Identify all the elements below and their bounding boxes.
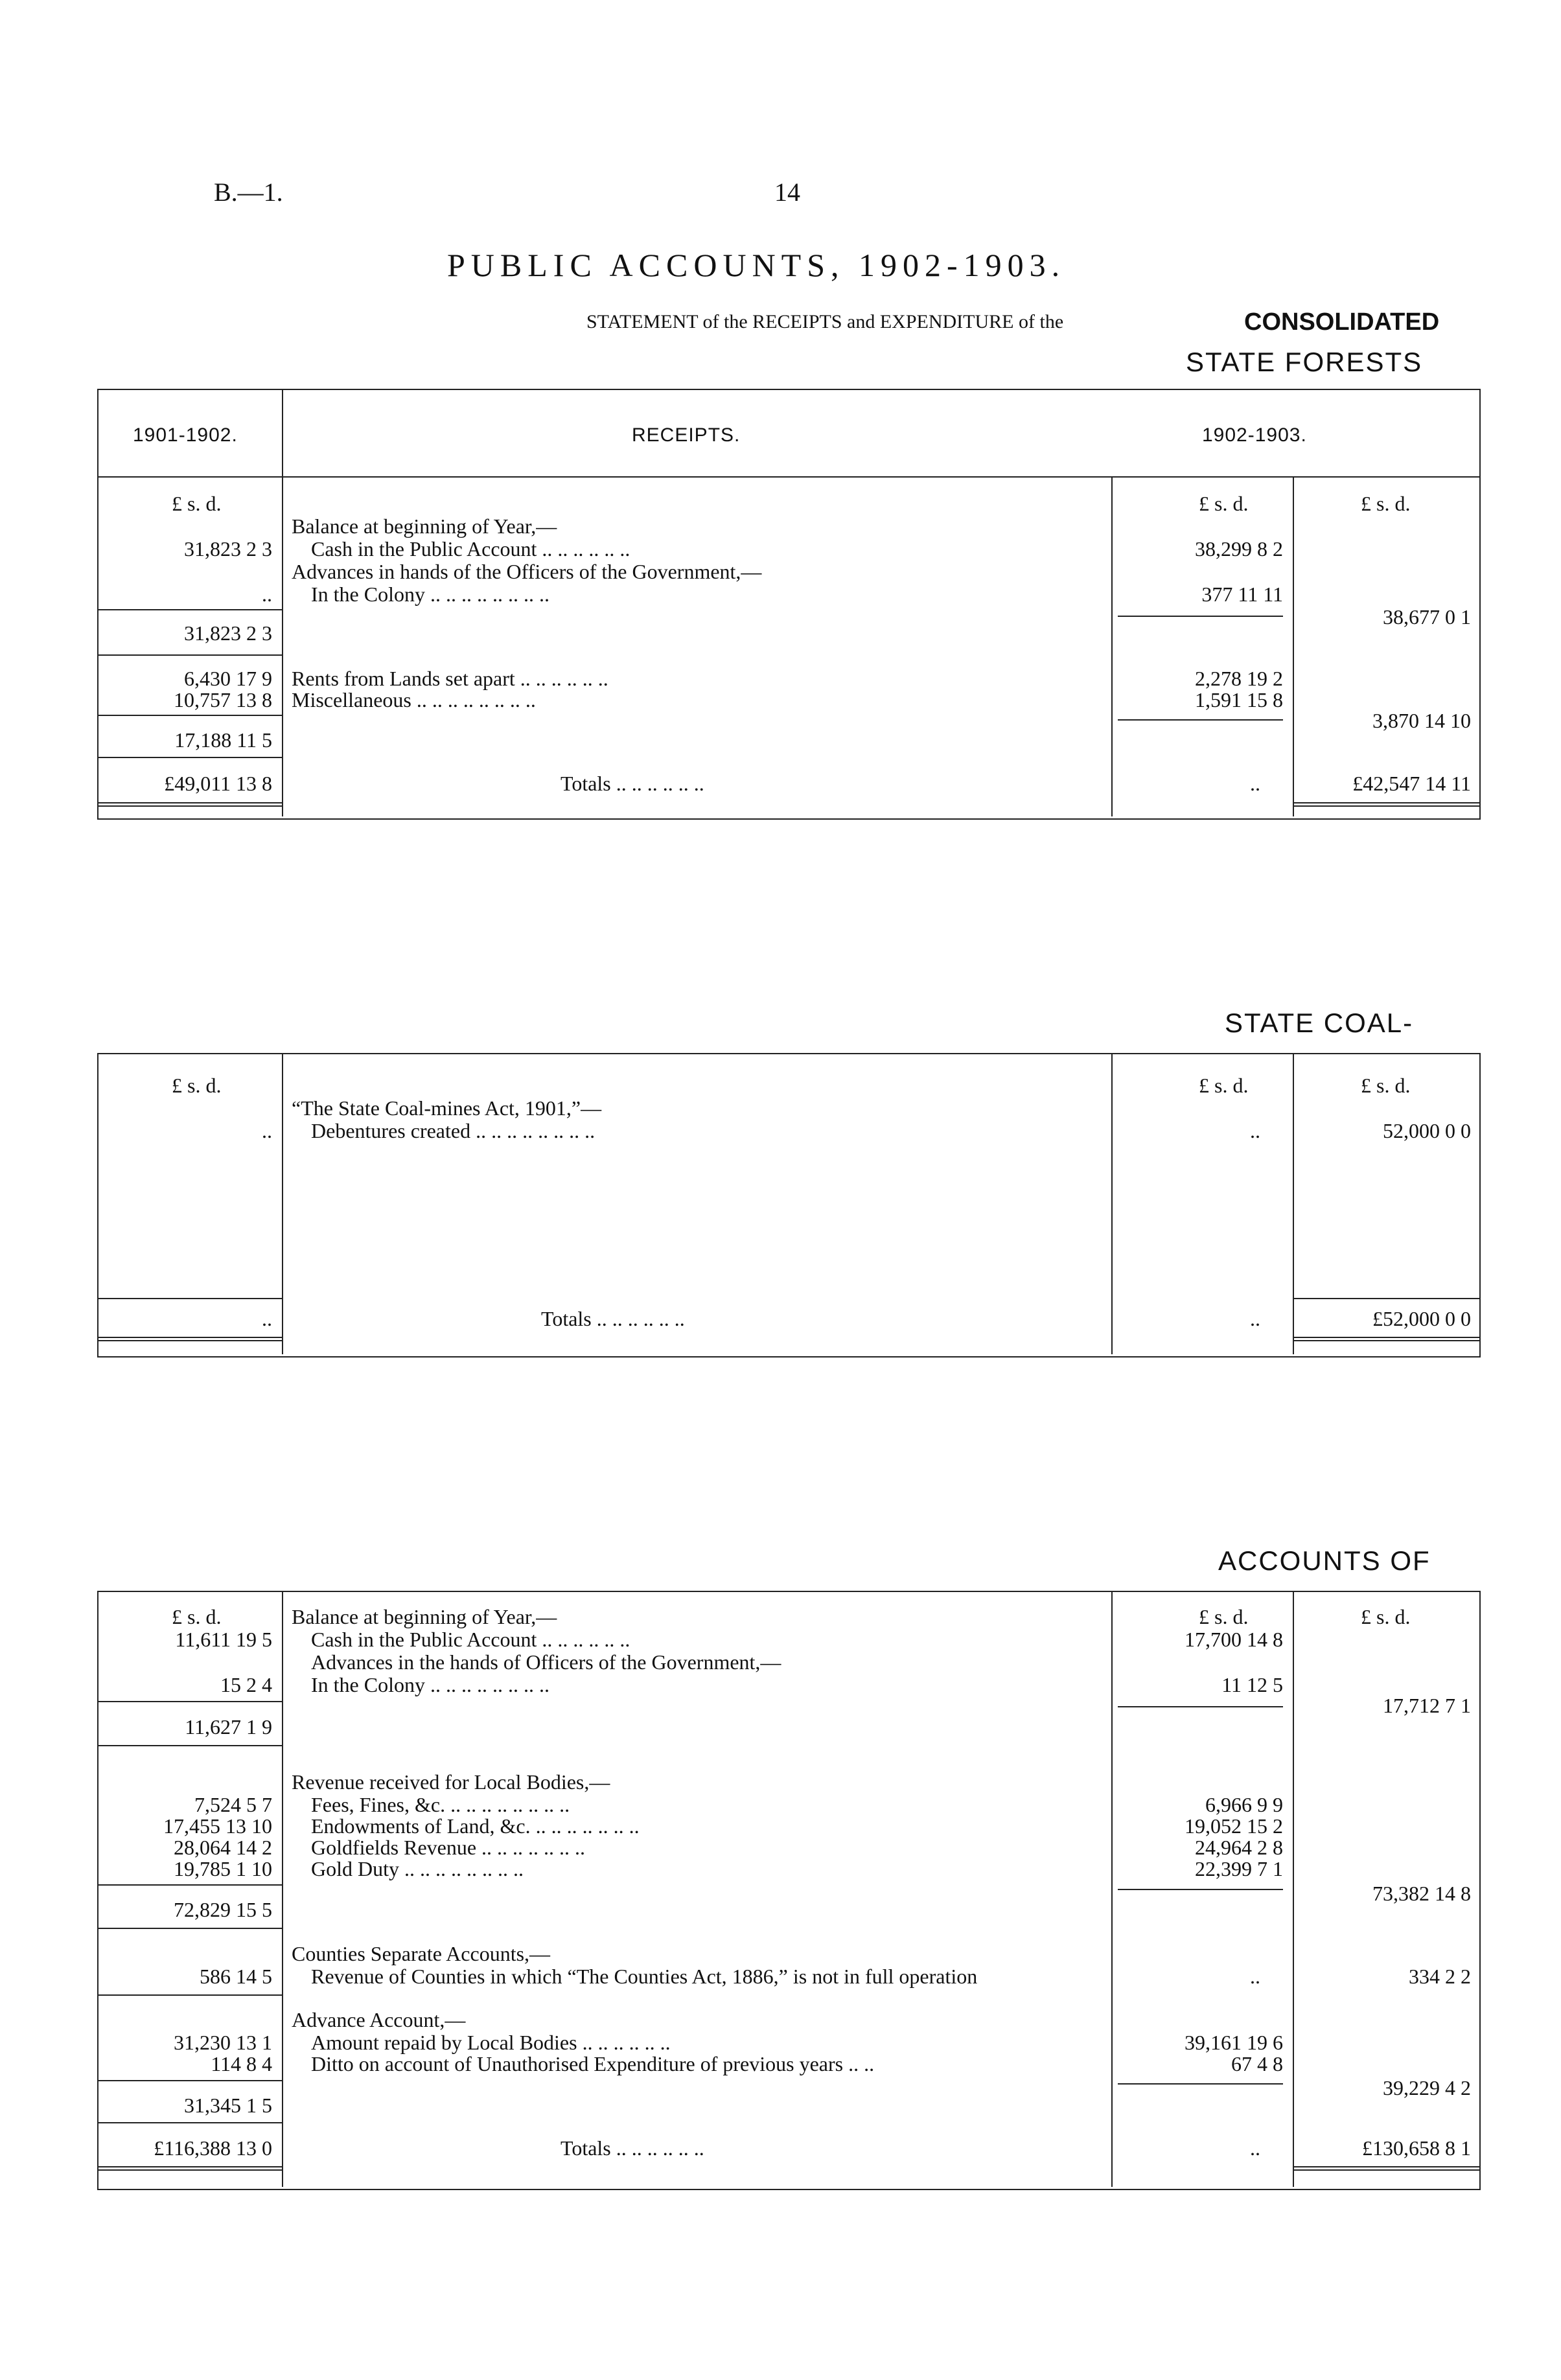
- page-title: PUBLIC ACCOUNTS, 1902-1903.: [447, 247, 1066, 283]
- row-desc: Balance at beginning of Year,—: [292, 514, 557, 538]
- col-divider: [1111, 1591, 1113, 2187]
- unit-label: £ s. d.: [1361, 1074, 1411, 1097]
- row-prev-subtotal: 31,823 2 3: [184, 621, 272, 645]
- row-mid: 24,964 2 8: [1195, 1836, 1283, 1859]
- header-rule: [97, 476, 1481, 478]
- double-rule: [97, 2166, 282, 2171]
- row-desc: Debentures created .. .. .. .. .. .. .. ..: [311, 1119, 595, 1142]
- row-mid: 22,399 7 1: [1195, 1857, 1283, 1880]
- row-mid: 377 11 11: [1201, 583, 1283, 606]
- subtotal-rule: [1118, 2083, 1283, 2085]
- double-rule: [1293, 2166, 1481, 2171]
- row-prev: 17,455 13 10: [163, 1814, 272, 1838]
- row-right-subtotal: 17,712 7 1: [1383, 1694, 1471, 1717]
- double-rule: [1293, 1337, 1481, 1341]
- row-prev-subtotal: 72,829 15 5: [174, 1898, 272, 1921]
- row-prev: 11,611 19 5: [175, 1628, 272, 1651]
- col-divider: [1293, 476, 1294, 816]
- row-desc: Advances in hands of the Officers of the Government,—: [292, 560, 762, 583]
- document-ref: B.—1.: [214, 178, 283, 207]
- section-heading-accounts-of: ACCOUNTS OF: [1218, 1545, 1431, 1576]
- row-desc: Miscellaneous .. .. .. .. .. .. .. ..: [292, 688, 536, 711]
- row-right-subtotal: 3,870 14 10: [1372, 709, 1471, 732]
- row-mid: 39,161 19 6: [1185, 2031, 1283, 2054]
- row-prev: ..: [262, 583, 272, 606]
- subtotal-rule: [97, 609, 282, 610]
- row-desc: Counties Separate Accounts,—: [292, 1942, 551, 1965]
- subtotal-rule: [97, 1884, 282, 1886]
- subtotal-rule: [1293, 1298, 1481, 1299]
- col-divider: [1111, 476, 1113, 816]
- row-prev-subtotal: 17,188 11 5: [174, 728, 272, 752]
- row-desc: Fees, Fines, &c. .. .. .. .. .. .. .. ..: [311, 1793, 570, 1816]
- col-divider: [1293, 1053, 1294, 1354]
- row-right-subtotal: 38,677 0 1: [1383, 605, 1471, 629]
- totals-right: £42,547 14 11: [1352, 772, 1471, 795]
- row-prev: 7,524 5 7: [194, 1793, 272, 1816]
- section-heading-state-forests: STATE FORESTS: [1186, 347, 1423, 377]
- row-desc: Amount repaid by Local Bodies .. .. .. .. .. ..: [311, 2031, 671, 2054]
- totals-mid: ..: [1250, 772, 1260, 795]
- subtotal-rule: [1118, 1706, 1283, 1707]
- totals-label: Totals .. .. .. .. .. ..: [541, 1307, 685, 1330]
- totals-right: £52,000 0 0: [1372, 1307, 1471, 1330]
- col-divider: [282, 389, 283, 816]
- col-divider: [1293, 1591, 1294, 2187]
- row-prev-subtotal: 11,627 1 9: [185, 1715, 272, 1739]
- totals-prev: £116,388 13 0: [154, 2136, 272, 2160]
- row-prev: 114 8 4: [211, 2052, 272, 2075]
- row-desc: Balance at beginning of Year,—: [292, 1605, 557, 1628]
- row-prev: 28,064 14 2: [174, 1836, 272, 1859]
- row-desc: Cash in the Public Account .. .. .. .. .. ..: [311, 1628, 630, 1651]
- double-rule: [1293, 802, 1481, 807]
- subtotal-rule: [97, 757, 282, 758]
- unit-label: £ s. d.: [1361, 1605, 1411, 1628]
- row-prev: ..: [262, 1119, 272, 1142]
- row-mid: 2,278 19 2: [1195, 667, 1283, 690]
- double-rule: [97, 802, 282, 807]
- row-desc: Endowments of Land, &c. .. .. .. .. .. .. ..: [311, 1814, 640, 1838]
- totals-label: Totals .. .. .. .. .. ..: [561, 772, 704, 795]
- row-mid: 11 12 5: [1221, 1673, 1283, 1696]
- row-mid: 17,700 14 8: [1185, 1628, 1283, 1651]
- col-divider: [282, 1053, 283, 1354]
- subtotal-rule: [97, 1928, 282, 1929]
- row-mid: ..: [1250, 1119, 1260, 1142]
- subtotal-rule: [97, 2080, 282, 2081]
- row-desc: Revenue received for Local Bodies,—: [292, 1770, 610, 1794]
- row-mid: 38,299 8 2: [1195, 537, 1283, 560]
- row-mid: 19,052 15 2: [1185, 1814, 1283, 1838]
- row-desc: Cash in the Public Account .. .. .. .. .. ..: [311, 537, 630, 560]
- totals-prev: ..: [262, 1307, 272, 1330]
- unit-label: £ s. d.: [1361, 492, 1411, 515]
- row-desc: Advances in the hands of Officers of the Government,—: [311, 1650, 781, 1674]
- totals-right: £130,658 8 1: [1362, 2136, 1471, 2160]
- row-right: 334 2 2: [1409, 1965, 1471, 1988]
- row-prev: 31,230 13 1: [174, 2031, 272, 2054]
- row-desc: Advance Account,—: [292, 2008, 466, 2031]
- row-desc: In the Colony .. .. .. .. .. .. .. ..: [311, 583, 549, 606]
- col-header-curr-year: 1902-1903.: [1202, 424, 1307, 446]
- row-prev: 586 14 5: [200, 1965, 272, 1988]
- col-divider: [282, 1591, 283, 2187]
- statement-prefix: STATEMENT of the RECEIPTS and EXPENDITURE of the: [586, 311, 1064, 332]
- totals-mid: ..: [1250, 2136, 1260, 2160]
- subtotal-rule: [97, 1994, 282, 1996]
- col-header-receipts: RECEIPTS.: [632, 424, 741, 446]
- totals-mid: ..: [1250, 1307, 1260, 1330]
- row-prev-subtotal: 31,345 1 5: [184, 2094, 272, 2117]
- unit-label: £ s. d.: [172, 1605, 222, 1628]
- statement-bold: CONSOLIDATED: [1244, 308, 1440, 336]
- unit-label: £ s. d.: [1199, 492, 1249, 515]
- double-rule: [97, 1337, 282, 1341]
- unit-label: £ s. d.: [172, 1074, 222, 1097]
- row-prev: 10,757 13 8: [174, 688, 272, 711]
- col-divider: [1111, 1053, 1113, 1354]
- unit-label: £ s. d.: [172, 492, 222, 515]
- row-desc: Ditto on account of Unauthorised Expenditure of previous years .. ..: [311, 2052, 875, 2075]
- row-mid: 1,591 15 8: [1195, 688, 1283, 711]
- row-mid: 67 4 8: [1231, 2052, 1283, 2075]
- unit-label: £ s. d.: [1199, 1074, 1249, 1097]
- row-desc: Revenue of Counties in which “The Counties Act, 1886,” is not in full operation: [311, 1965, 978, 1988]
- row-prev: 19,785 1 10: [174, 1857, 272, 1880]
- row-desc: Goldfields Revenue .. .. .. .. .. .. ..: [311, 1836, 586, 1859]
- subtotal-rule: [97, 654, 282, 656]
- row-prev: 15 2 4: [220, 1673, 272, 1696]
- row-desc: Gold Duty .. .. .. .. .. .. .. ..: [311, 1857, 524, 1880]
- subtotal-rule: [1118, 616, 1283, 617]
- row-prev: 31,823 2 3: [184, 537, 272, 560]
- col-header-prev-year: 1901-1902.: [133, 424, 238, 446]
- row-right-subtotal: 39,229 4 2: [1383, 2076, 1471, 2099]
- subtotal-rule: [1118, 1889, 1283, 1890]
- totals-label: Totals .. .. .. .. .. ..: [561, 2136, 704, 2160]
- subtotal-rule: [97, 1298, 282, 1299]
- row-mid: ..: [1250, 1965, 1260, 1988]
- act-title: “The State Coal-mines Act, 1901,”—: [292, 1096, 602, 1120]
- row-desc: Rents from Lands set apart .. .. .. .. .. ..: [292, 667, 608, 690]
- totals-prev: £49,011 13 8: [164, 772, 272, 795]
- row-desc: In the Colony .. .. .. .. .. .. .. ..: [311, 1673, 549, 1696]
- subtotal-rule: [1118, 719, 1283, 721]
- unit-label: £ s. d.: [1199, 1605, 1249, 1628]
- row-right-subtotal: 73,382 14 8: [1372, 1882, 1471, 1905]
- row-right: 52,000 0 0: [1383, 1119, 1471, 1142]
- section-heading-state-coal: STATE COAL-: [1225, 1008, 1414, 1038]
- row-prev: 6,430 17 9: [184, 667, 272, 690]
- subtotal-rule: [97, 1701, 282, 1702]
- subtotal-rule: [97, 1745, 282, 1746]
- subtotal-rule: [97, 715, 282, 716]
- subtotal-rule: [97, 2122, 282, 2123]
- row-mid: 6,966 9 9: [1205, 1793, 1283, 1816]
- page-number: 14: [774, 178, 800, 207]
